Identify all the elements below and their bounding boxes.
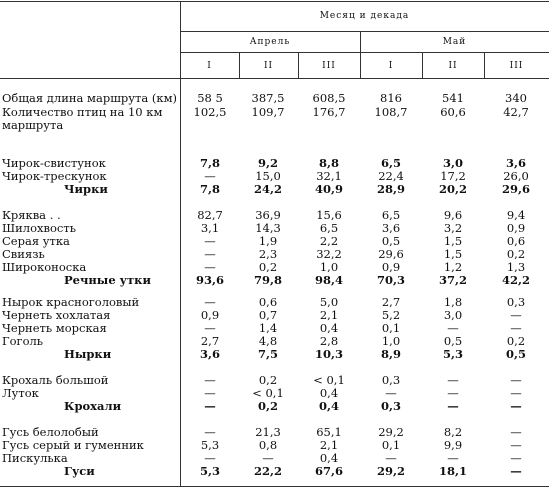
cell-value: 0,4	[319, 451, 339, 465]
header-group: Месяц и декада	[319, 11, 410, 21]
cell-value: 1,0	[319, 260, 339, 274]
cell-value: 0,3	[381, 373, 401, 387]
cell-value: < 0,1	[252, 386, 284, 400]
cell-value: 24,2	[253, 182, 282, 196]
row-label: Количество птиц на 10 км	[2, 105, 163, 119]
cell-value: 0,9	[381, 260, 401, 274]
table-row	[0, 439, 549, 452]
cell-value: —	[204, 234, 216, 248]
cell-value: 1,4	[258, 321, 278, 335]
cell-value: 37,2	[438, 273, 467, 287]
cell-value: 29,6	[501, 182, 530, 196]
cell-value: —	[204, 169, 216, 183]
cell-value: 3,1	[200, 221, 220, 235]
cell-value: —	[385, 451, 397, 465]
cell-value: 3,0	[442, 156, 463, 170]
cell-value: 6,5	[319, 221, 339, 235]
cell-value: 340	[505, 91, 527, 105]
cell-value: —	[447, 451, 459, 465]
cell-value: 0,7	[258, 308, 278, 322]
cell-value: 42,7	[503, 105, 529, 119]
cell-value: —	[204, 386, 216, 400]
cell-value: 28,9	[376, 182, 405, 196]
cell-value: 0,9	[506, 221, 526, 235]
cell-value: 0,4	[319, 386, 339, 400]
cell-value: —	[204, 260, 216, 274]
cell-value: 21,3	[255, 425, 281, 439]
cell-value: 3,6	[381, 221, 401, 235]
cell-value: 6,5	[381, 208, 401, 222]
cell-value: —	[204, 451, 216, 465]
cell-value: < 0,1	[313, 373, 345, 387]
cell-value: 2,7	[381, 295, 401, 309]
rule-months	[180, 52, 549, 53]
cell-value: 0,3	[380, 399, 401, 413]
cell-value: 0,5	[381, 234, 401, 248]
cell-value: 102,5	[193, 105, 227, 119]
cell-value: 5,3	[199, 464, 220, 478]
cell-value: —	[385, 386, 397, 400]
row-label: Нырок красноголовый	[2, 295, 140, 309]
cell-value: —	[510, 308, 522, 322]
cell-value: 42,2	[501, 273, 530, 287]
cell-value: 1,9	[258, 234, 278, 248]
row-label: маршрута	[2, 118, 64, 132]
cell-value: 7,8	[199, 156, 220, 170]
cell-value: —	[510, 438, 522, 452]
table-row	[0, 92, 549, 105]
cell-value: 14,3	[255, 221, 281, 235]
row-label: Пискулька	[2, 451, 68, 465]
cell-value: 0,6	[506, 234, 526, 248]
row-label: Гуси	[64, 464, 95, 478]
cell-value: —	[447, 386, 459, 400]
cell-value: 20,2	[438, 182, 467, 196]
row-label: Речные утки	[64, 273, 151, 287]
cell-value: 8,2	[443, 425, 463, 439]
cell-value: 29,2	[376, 464, 405, 478]
cell-value: 109,7	[251, 105, 285, 119]
cell-value: 0,1	[381, 438, 401, 452]
cell-value: 1,5	[443, 247, 463, 261]
cell-value: 29,2	[378, 425, 404, 439]
row-label: Чирок-свистунок	[2, 156, 106, 170]
cell-value: 0,6	[258, 295, 278, 309]
cell-value: —	[204, 247, 216, 261]
cell-value: —	[510, 464, 522, 478]
header-decade: III	[322, 61, 336, 71]
cell-value: 9,6	[443, 208, 463, 222]
cell-value: 22,2	[253, 464, 282, 478]
cell-value: 0,5	[443, 334, 463, 348]
header-month-may: Май	[442, 37, 467, 47]
cell-value: 816	[380, 91, 402, 105]
cell-value: 32,1	[316, 169, 342, 183]
cell-value: 1,8	[443, 295, 463, 309]
cell-value: 6,5	[380, 156, 401, 170]
cell-value: 0,4	[318, 399, 339, 413]
cell-value: 3,2	[443, 221, 463, 235]
cell-value: 2,7	[200, 334, 220, 348]
cell-value: 0,8	[258, 438, 278, 452]
row-label: Чирки	[64, 182, 108, 196]
cell-value: 176,7	[312, 105, 346, 119]
cell-value: —	[510, 386, 522, 400]
header-decade: II	[263, 61, 274, 71]
cell-value: 93,6	[195, 273, 224, 287]
cell-value: —	[447, 373, 459, 387]
cell-value: 5,3	[442, 347, 463, 361]
row-label: Серая утка	[2, 234, 70, 248]
cell-value: 0,2	[506, 334, 526, 348]
cell-value: —	[204, 321, 216, 335]
cell-value: 2,8	[319, 334, 339, 348]
row-label: Крохаль большой	[2, 373, 109, 387]
cell-value: —	[204, 373, 216, 387]
cell-value: 26,0	[503, 169, 529, 183]
cell-value: 608,5	[312, 91, 346, 105]
header-month-april: Апрель	[249, 37, 291, 47]
cell-value: —	[447, 399, 459, 413]
cell-value: —	[510, 425, 522, 439]
cell-value: 40,9	[314, 182, 343, 196]
cell-value: —	[204, 425, 216, 439]
cell-value: 65,1	[316, 425, 342, 439]
subtotal-row	[0, 183, 549, 196]
row-label: Луток	[2, 386, 39, 400]
cell-value: 9,4	[506, 208, 526, 222]
cell-value: 29,6	[378, 247, 404, 261]
cell-value: 0,4	[319, 321, 339, 335]
subtotal-row	[0, 400, 549, 413]
cell-value: —	[510, 451, 522, 465]
cell-value: 17,2	[440, 169, 466, 183]
table-row	[0, 106, 549, 119]
cell-value: 2,1	[319, 438, 339, 452]
header-decade: III	[509, 61, 524, 71]
subtotal-row	[0, 348, 549, 361]
cell-value: 32,2	[316, 247, 342, 261]
cell-value: —	[204, 399, 216, 413]
cell-value: 60,6	[440, 105, 466, 119]
cell-value: —	[510, 399, 522, 413]
subtotal-row	[0, 274, 549, 287]
row-label: Чирок-трескунок	[2, 169, 107, 183]
header-decade: I	[388, 61, 394, 71]
row-label: Чернеть хохлатая	[2, 308, 111, 322]
cell-value: 0,2	[257, 399, 278, 413]
cell-value: 108,7	[374, 105, 408, 119]
cell-value: 58 5	[197, 91, 223, 105]
cell-value: 2,3	[258, 247, 278, 261]
row-label: Общая длина маршрута (км)	[2, 91, 177, 105]
row-label: Кряква . .	[2, 208, 61, 222]
rule-group	[180, 31, 549, 32]
header-decade: II	[448, 61, 458, 71]
cell-value: 387,5	[251, 91, 285, 105]
row-label: Гусь белолобый	[2, 425, 99, 439]
cell-value: 22,4	[378, 169, 404, 183]
table-row	[0, 119, 549, 132]
cell-value: 3,6	[199, 347, 220, 361]
cell-value: 8,9	[380, 347, 401, 361]
cell-value: 15,6	[316, 208, 342, 222]
cell-value: 1,2	[443, 260, 463, 274]
cell-value: 9,2	[257, 156, 278, 170]
cell-value: —	[510, 321, 522, 335]
cell-value: 9,9	[443, 438, 463, 452]
row-label: Гоголь	[2, 334, 44, 348]
cell-value: 0,3	[506, 295, 526, 309]
cell-value: 5,0	[319, 295, 339, 309]
cell-value: 541	[442, 91, 464, 105]
cell-value: 0,2	[258, 260, 278, 274]
cell-value: 82,7	[197, 208, 223, 222]
cell-value: 2,1	[319, 308, 339, 322]
subtotal-row	[0, 465, 549, 478]
cell-value: —	[262, 451, 274, 465]
header-decade: I	[207, 61, 212, 71]
row-label: Широконоска	[2, 260, 87, 274]
cell-value: 1,3	[506, 260, 526, 274]
cell-value: 10,3	[314, 347, 343, 361]
cell-value: —	[447, 321, 459, 335]
cell-value: 98,4	[314, 273, 343, 287]
cell-value: 7,8	[199, 182, 220, 196]
cell-value: 70,3	[376, 273, 405, 287]
rule-header-bottom	[0, 78, 549, 79]
cell-value: 1,0	[381, 334, 401, 348]
row-label: Свиязь	[2, 247, 45, 261]
cell-value: 1,5	[443, 234, 463, 248]
row-label: Шилохвость	[2, 221, 76, 235]
cell-value: 5,3	[200, 438, 220, 452]
cell-value: 8,8	[318, 156, 339, 170]
row-label: Чернеть морская	[2, 321, 107, 335]
cell-value: 3,6	[505, 156, 526, 170]
cell-value: 0,2	[506, 247, 526, 261]
cell-value: 0,2	[258, 373, 278, 387]
row-label: Нырки	[64, 347, 112, 361]
rule-top	[0, 1, 549, 2]
cell-value: 5,2	[381, 308, 401, 322]
cell-value: 79,8	[253, 273, 282, 287]
row-label: Крохали	[64, 399, 122, 413]
cell-value: 4,8	[258, 334, 278, 348]
cell-value: 0,1	[381, 321, 401, 335]
cell-value: 0,5	[505, 347, 526, 361]
cell-value: 2,2	[319, 234, 339, 248]
cell-value: 7,5	[257, 347, 278, 361]
cell-value: 15,0	[255, 169, 281, 183]
cell-value: 36,9	[255, 208, 281, 222]
cell-value: —	[510, 373, 522, 387]
cell-value: 67,6	[314, 464, 343, 478]
cell-value: 18,1	[438, 464, 467, 478]
row-label: Гусь серый и гуменник	[2, 438, 144, 452]
cell-value: —	[204, 295, 216, 309]
cell-value: 0,9	[200, 308, 220, 322]
cell-value: 3,0	[443, 308, 463, 322]
